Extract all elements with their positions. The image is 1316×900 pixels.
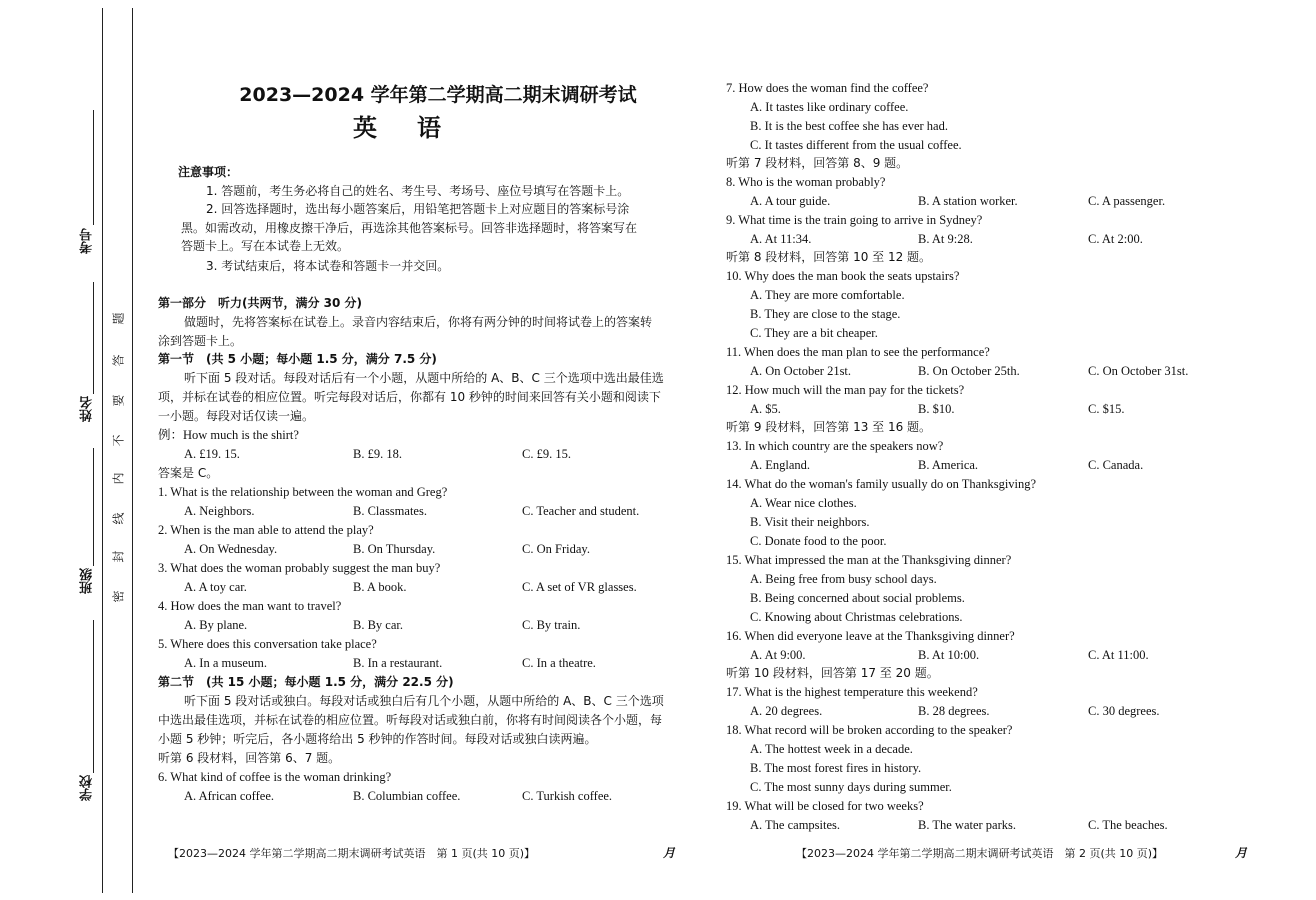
section2-directions: 听下面 5 段对话或独白。每段对话或独白后有几个小题，从题中所给的 A、B、C 三个选项 (184, 694, 664, 708)
question-stem: 10. Why does the man book the seats upstairs? (726, 269, 960, 283)
part1-heading: 第一部分 听力(共两节，满分 30 分) (158, 296, 363, 310)
option-c: C. A set of VR glasses. (522, 580, 637, 594)
seal-char: 线 (111, 512, 126, 525)
binding-margin (0, 0, 140, 900)
name-label: 姓名 (80, 396, 95, 422)
option-c: C. On Friday. (522, 542, 590, 556)
question-stem: 8. Who is the woman probably? (726, 175, 886, 189)
notes-heading: 注意事项： (178, 165, 239, 179)
question-stem: 5. Where does this conversation take place? (158, 637, 377, 651)
exam-no-label: 考号 (80, 228, 95, 254)
option-a: A. A tour guide. (750, 194, 831, 208)
question-stem: 13. In which country are the speakers now? (726, 439, 944, 453)
binding-line-outer (102, 8, 103, 893)
option-c: C. A passenger. (1088, 194, 1166, 208)
option-a: A. Being free from busy school days. (750, 572, 937, 586)
option-c: C. At 11:00. (1088, 648, 1149, 662)
seal-char: 内 (111, 472, 126, 485)
example-option-a: A. £19. 15. (184, 447, 240, 461)
option-b: B. 28 degrees. (918, 704, 990, 718)
name-field (93, 282, 94, 394)
footer-mark: 月 (1235, 846, 1248, 860)
footer-page-2: 【2023—2024 学年第二学期高二期末调研考试英语 第 2 页(共 10 页)】 (796, 847, 1164, 860)
option-b: B. America. (918, 458, 979, 472)
option-a: A. African coffee. (184, 789, 275, 803)
option-a: A. A toy car. (184, 580, 247, 594)
exam-no-field (93, 110, 94, 225)
exam-subject: 英语 (353, 114, 481, 142)
section1-heading: 第一节 (共 5 小题；每小题 1.5 分，满分 7.5 分) (158, 352, 437, 366)
option-c: C. By train. (522, 618, 581, 632)
option-a: A. The campsites. (750, 818, 841, 832)
section2-directions: 中选出最佳选项，并标在试卷的相应位置。听每段对话或独白前，你将有时间阅读各个小题，每 (158, 713, 663, 727)
option-a: A. At 11:34. (750, 232, 812, 246)
class-label: 班级 (80, 568, 95, 594)
option-c: C. Knowing about Christmas celebrations. (750, 610, 963, 624)
option-a: A. 20 degrees. (750, 704, 823, 718)
material-instruction: 听第 9 段材料，回答第 13 至 16 题。 (726, 420, 932, 434)
question-stem: 15. What impressed the man at the Thanksgiving dinner? (726, 553, 1012, 567)
option-b: B. It is the best coffee she has ever had. (750, 119, 948, 133)
option-c: C. Canada. (1088, 458, 1144, 472)
footer-mark: 月 (663, 846, 676, 860)
option-a: A. On Wednesday. (184, 542, 278, 556)
part1-intro: 做题时，先将答案标在试卷上。录音内容结束后，你将有两分钟的时间将试卷上的答案转 (184, 315, 653, 329)
option-c: C. In a theatre. (522, 656, 596, 670)
option-c: C. At 2:00. (1088, 232, 1143, 246)
option-b: B. At 10:00. (918, 648, 980, 662)
school-field (93, 620, 94, 773)
binding-line-inner (132, 8, 133, 893)
option-b: B. On October 25th. (918, 364, 1020, 378)
option-a: A. Wear nice clothes. (750, 496, 857, 510)
question-stem: 16. When did everyone leave at the Thanksgiving dinner? (726, 629, 1015, 643)
option-b: B. In a restaurant. (353, 656, 443, 670)
option-b: B. $10. (918, 402, 955, 416)
option-c: C. The beaches. (1088, 818, 1168, 832)
part1-intro: 涂到答题卡上。 (158, 334, 243, 348)
example-question: 例：How much is the shirt? (158, 428, 299, 442)
question-stem: 11. When does the man plan to see the performance? (726, 345, 990, 359)
section1-directions: 项，并标在试卷的相应位置。听完每段对话后，你都有 10 秒钟的时间来回答有关小题和阅读下 (158, 390, 661, 404)
option-b: B. On Thursday. (353, 542, 436, 556)
option-b: B. By car. (353, 618, 403, 632)
page-1 (148, 0, 683, 900)
option-c: C. The most sunny days during summer. (750, 780, 952, 794)
option-a: A. On October 21st. (750, 364, 852, 378)
question-stem: 12. How much will the man pay for the tickets? (726, 383, 965, 397)
material-instruction: 听第 10 段材料，回答第 17 至 20 题。 (726, 666, 939, 680)
option-b: B. The water parks. (918, 818, 1017, 832)
question-stem: 6. What kind of coffee is the woman drinking? (158, 770, 392, 784)
option-c: C. It tastes different from the usual coffee. (750, 138, 962, 152)
notes-item: 1. 答题前，考生务必将自己的姓名、考生号、考场号、座位号填写在答题卡上。 (206, 184, 630, 198)
seal-char: 要 (111, 394, 126, 407)
material-instruction: 听第 7 段材料，回答第 8、9 题。 (726, 156, 909, 170)
question-stem: 17. What is the highest temperature this weekend? (726, 685, 978, 699)
school-label: 学校 (80, 775, 95, 801)
option-b: B. Columbian coffee. (353, 789, 461, 803)
material-instruction: 听第 8 段材料，回答第 10 至 12 题。 (726, 250, 932, 264)
exam-title: 2023—2024 学年第二学期高二期末调研考试 (239, 84, 637, 106)
option-c: C. Turkish coffee. (522, 789, 613, 803)
option-b: B. Visit their neighbors. (750, 515, 870, 529)
notes-item: 答题卡上。写在本试卷上无效。 (181, 239, 350, 253)
example-option-c: C. £9. 15. (522, 447, 571, 461)
option-a: A. They are more comfortable. (750, 288, 905, 302)
notes-item: 黑。如需改动，用橡皮擦干净后，再选涂其他答案标号。回答非选择题时，将答案写在 (181, 221, 638, 235)
example-answer: 答案是 C。 (158, 466, 219, 480)
seal-char: 封 (111, 550, 126, 563)
notes-item: 2. 回答选择题时，选出每小题答案后，用铅笔把答题卡上对应题目的答案标号涂 (206, 202, 630, 216)
example-option-b: B. £9. 18. (353, 447, 402, 461)
option-c: C. 30 degrees. (1088, 704, 1160, 718)
option-b: B. They are close to the stage. (750, 307, 901, 321)
class-field (93, 448, 94, 566)
option-c: C. $15. (1088, 402, 1125, 416)
seal-char: 题 (111, 312, 126, 325)
question-stem: 14. What do the woman's family usually do on Thanksgiving? (726, 477, 1037, 491)
section2-heading: 第二节 (共 15 小题；每小题 1.5 分，满分 22.5 分) (158, 675, 454, 689)
option-a: A. The hottest week in a decade. (750, 742, 913, 756)
option-c: C. Donate food to the poor. (750, 534, 887, 548)
option-a: A. In a museum. (184, 656, 267, 670)
seal-char: 答 (111, 354, 126, 367)
section2-directions: 小题 5 秒钟；听完后，各小题将给出 5 秒钟的作答时间。每段对话或独白读两遍。 (158, 732, 597, 746)
question-stem: 19. What will be closed for two weeks? (726, 799, 924, 813)
section1-directions: 一小题。每段对话仅读一遍。 (158, 409, 315, 423)
material-instruction: 听第 6 段材料，回答第 6、7 题。 (158, 751, 341, 765)
section1-directions: 听下面 5 段对话。每段对话后有一个小题，从题中所给的 A、B、C 三个选项中选出最佳选 (184, 371, 664, 385)
option-c: C. On October 31st. (1088, 364, 1189, 378)
option-b: B. The most forest fires in history. (750, 761, 922, 775)
question-stem: 7. How does the woman find the coffee? (726, 81, 929, 95)
option-c: C. Teacher and student. (522, 504, 640, 518)
question-stem: 1. What is the relationship between the woman and Greg? (158, 485, 448, 499)
page-2 (720, 0, 1300, 900)
seal-char: 密 (111, 590, 126, 603)
option-b: B. A station worker. (918, 194, 1018, 208)
question-stem: 2. When is the man able to attend the play? (158, 523, 374, 537)
question-stem: 9. What time is the train going to arrive in Sydney? (726, 213, 983, 227)
option-b: B. Classmates. (353, 504, 427, 518)
option-a: A. England. (750, 458, 811, 472)
option-c: C. They are a bit cheaper. (750, 326, 878, 340)
option-a: A. At 9:00. (750, 648, 806, 662)
option-a: A. Neighbors. (184, 504, 255, 518)
option-a: A. It tastes like ordinary coffee. (750, 100, 909, 114)
option-a: A. $5. (750, 402, 781, 416)
notes-item: 3. 考试结束后，将本试卷和答题卡一并交回。 (206, 259, 450, 273)
option-b: B. At 9:28. (918, 232, 973, 246)
option-a: A. By plane. (184, 618, 248, 632)
question-stem: 3. What does the woman probably suggest the man buy? (158, 561, 441, 575)
question-stem: 18. What record will be broken according to the speaker? (726, 723, 1013, 737)
seal-char: 不 (111, 434, 126, 447)
question-stem: 4. How does the man want to travel? (158, 599, 342, 613)
option-b: B. A book. (353, 580, 407, 594)
option-b: B. Being concerned about social problems. (750, 591, 965, 605)
footer-page-1: 【2023—2024 学年第二学期高二期末调研考试英语 第 1 页(共 10 页)】 (168, 847, 536, 860)
